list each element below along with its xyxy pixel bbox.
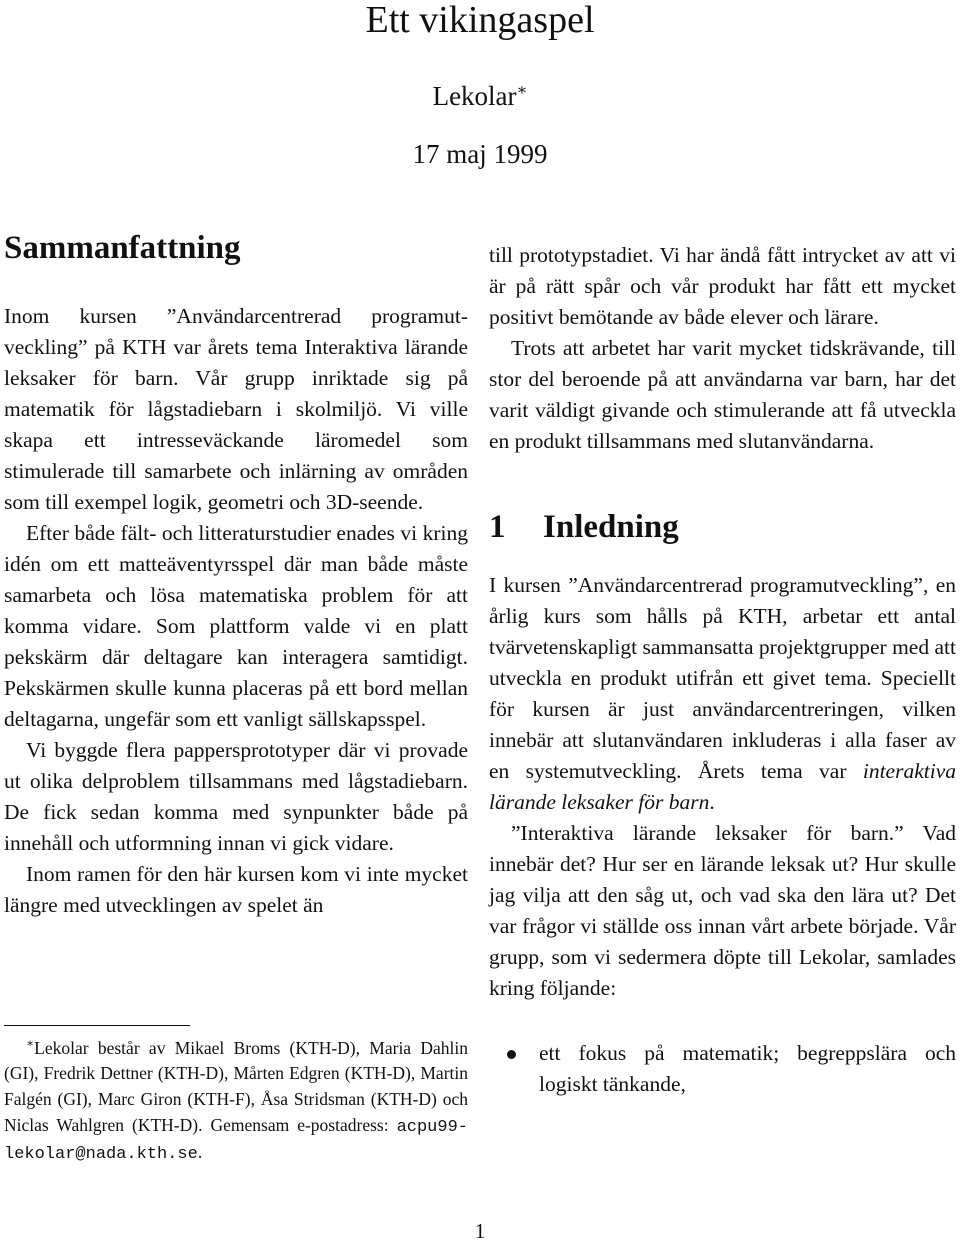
author-name: Lekolar bbox=[432, 81, 517, 111]
email-address: acpu99-lekolar@nada.kth.se bbox=[4, 1117, 468, 1165]
abstract-paragraph-4: Inom ramen för den här kursen kom vi inte mycket längre med utvecklingen av spelet än bbox=[4, 862, 468, 917]
author-footnote bbox=[4, 1031, 468, 1168]
section-number: 1 bbox=[489, 509, 506, 545]
footnote-text: ∗Lekolar består av Mikael Broms (KTH-D), Maria Dahlin (GI), Fredrik Dettner (KTH-D), Mårten Edgren (KTH-D), Martin Falgén (GI), Marc Giron (KTH-F), Åsa Stridsman (KTH-D) och Niclas Wahlgren (KTH-D). Gemensam e-postadress: acpu99-lekolar@nada.kth.se. bbox=[4, 1036, 468, 1165]
focus-list bbox=[489, 1038, 956, 1100]
abstract-paragraph-4-continued: till prototypstadiet. Vi har ändå fått intrycket av att vi är på rätt spår och vår produkt har fått ett mycket positivt bemötande av både elever och lärare. bbox=[489, 243, 956, 329]
section-paragraph-2: ”Interaktiva lärande leksaker för barn.” Vad innebär det? Hur ser en lärande leksak ut? Hur skulle jag vilja att den såg ut, och vad ska den lära ut? Det var frågor vi ställde oss innan vårt arbete började. Vår grupp, som vi sedermera döpte till Lekolar, samlades kring följande: bbox=[489, 821, 956, 1000]
paper-title: Ett vikingaspel bbox=[365, 0, 595, 41]
list-item bbox=[489, 1038, 956, 1100]
footnote-rule bbox=[4, 1025, 190, 1026]
bullet-icon bbox=[507, 1050, 516, 1059]
section-title: Inledning bbox=[543, 509, 679, 545]
right-column bbox=[489, 240, 956, 1100]
list-item-text: ett fokus på matematik; begreppslära och logiskt tänkande, bbox=[539, 1041, 956, 1096]
left-column bbox=[4, 301, 468, 921]
author-line bbox=[0, 80, 960, 112]
abstract-paragraph-5: Trots att arbetet har varit mycket tidskrävande, till stor del beroende på att användarna var barn, har det varit väldigt givande och stimulerande att få utveckla en produkt tillsammans med slutanvändarna. bbox=[489, 336, 956, 453]
section-paragraph-1: I kursen ”Användarcentrerad programutveckling”, en årlig kurs som hålls på KTH, arbetar ett antal tvärvetenskapligt sammansatta projektgrupper med att utveckla en produkt utifrån ett givet tema. Speciellt för kursen är just användarcentreringen, vilken innebär att slutanvändaren inkluderas i alla faser av en systemutveckling. Årets tema var interaktiva lärande leksaker för barn. bbox=[489, 573, 956, 814]
abstract-paragraph-3: Vi byggde flera pappersprototyper där vi provade ut olika delproblem tillsammans med lågstadiebarn. De fick sedan komma med synpunkter både på innehåll och utformning innan vi gick vidare. bbox=[4, 738, 468, 855]
section-heading bbox=[489, 507, 956, 547]
footnote-mark: ∗ bbox=[26, 1036, 35, 1050]
abstract-paragraph-1: Inom kursen ”Användarcentrerad programutveckling” på KTH var årets tema Interaktiva lärande leksaker för barn. Vår grupp inriktade sig på matematik för lågstadiebarn i skolmiljö. Vi ville skapa ett intresseväckande läromedel som stimulerade till samarbete och inlärning av områden som till exempel logik, geometri och 3D-seende. bbox=[4, 304, 468, 514]
footnote-body: Lekolar består av Mikael Broms (KTH-D), Maria Dahlin (GI), Fredrik Dettner (KTH-D), Mårten Edgren (KTH-D), Martin Falgén (GI), Marc Giron (KTH-F), Åsa Stridsman (KTH-D) och Niclas Wahlgren (KTH-D). Gemensam e-postadress: bbox=[4, 1037, 468, 1135]
paper-date: 17 maj 1999 bbox=[412, 139, 548, 169]
abstract-paragraph-2: Efter både fält- och litteraturstudier enades vi kring idén om ett matteäventyrsspel där man både måste samarbeta och lösa matematiska problem för att komma vidare. Som plattform valde vi en platt pekskärm där deltagare kan interagera samtidigt. Pekskärmen skulle kunna placeras på ett bord mellan deltagarna, ungefär som ett vanligt sällskapsspel. bbox=[4, 521, 468, 731]
page-number: 1 bbox=[474, 1219, 486, 1243]
author-footnote-mark: ∗ bbox=[516, 82, 528, 99]
theme-emphasis: interaktiva lärande leksaker för barn bbox=[489, 759, 956, 814]
abstract-heading: Sammanfattning bbox=[4, 230, 241, 266]
